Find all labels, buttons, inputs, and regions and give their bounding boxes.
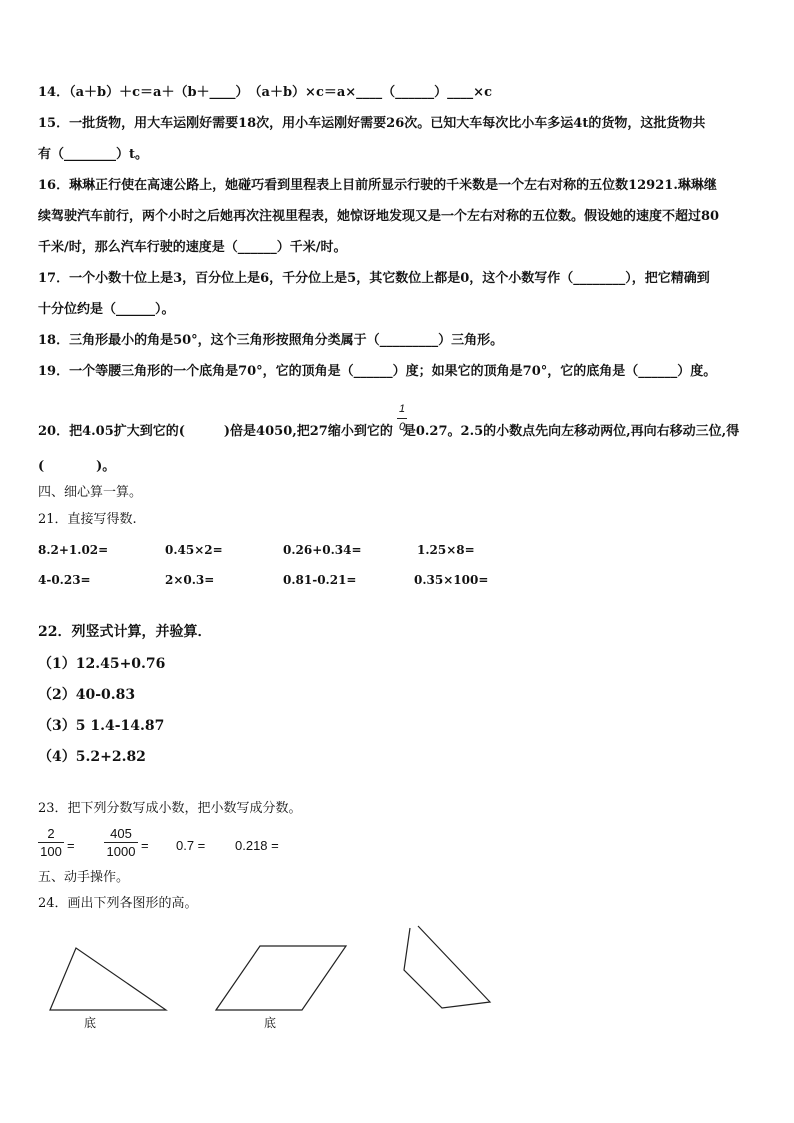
question-23-title: 23．把下列分数写成小数，把小数写成分数。: [38, 801, 302, 816]
fraction-denominator: 1000: [106, 844, 136, 859]
question-17-line-2: 十分位约是（______）。: [38, 302, 175, 317]
base-label: 底: [264, 1016, 277, 1030]
calc-cell: 2×0.3=: [165, 573, 215, 587]
calc-cell: 4-0.23=: [38, 573, 91, 587]
fraction-denominator: 100: [40, 844, 62, 859]
parallelogram-shape: [216, 946, 346, 1010]
question-21-title: 21．直接写得数.: [38, 512, 137, 527]
question-20-part-1: 20．把4.05扩大到它的( )倍是4050,把27缩小到它的: [38, 424, 393, 439]
decimal-0-218: 0.218 =: [235, 838, 279, 853]
trapezoid-shape: [404, 926, 490, 1008]
fraction-numerator: 405: [110, 826, 132, 841]
calc-cell: 0.45×2=: [165, 543, 223, 557]
question-20-part-2: 是0.27。2.5的小数点先向左移动两位,再向右移动三位,得: [402, 424, 740, 439]
calc-cell: 8.2+1.02=: [38, 543, 109, 557]
vertical-calc-item: （2）40-0.83: [38, 687, 136, 703]
question-19: 19．一个等腰三角形的一个底角是70°，它的顶角是（______）度；如果它的顶角是70°，它的底角是（______）度。: [38, 364, 717, 379]
question-14: 14．（a＋b）＋c＝a＋（b＋____） （a＋b）×c＝a×____（______）____×c: [38, 85, 492, 100]
question-16-line-3: 千米/时，那么汽车行驶的速度是（______）千米/时。: [38, 240, 347, 255]
fraction-denominator: 0: [398, 421, 406, 433]
triangle-shape: [50, 948, 166, 1010]
vertical-calc-item: （1）12.45+0.76: [38, 656, 166, 672]
calc-cell: 0.35×100=: [414, 573, 489, 587]
calc-cell: 1.25×8=: [417, 543, 475, 557]
question-16-line-1: 16．琳琳正行使在高速公路上，她碰巧看到里程表上目前所显示行驶的千米数是一个左右对称的五位数12921.琳琳继: [38, 178, 717, 193]
fraction-numerator: 1: [398, 403, 406, 415]
equals-sign: =: [67, 838, 75, 853]
decimal-0-7: 0.7 =: [176, 838, 206, 853]
vertical-calc-item: （4）5.2+2.82: [38, 749, 146, 765]
question-15-line-2: 有（________）t。: [38, 147, 149, 162]
equals-sign: =: [141, 838, 149, 853]
question-17-line-1: 17．一个小数十位上是3，百分位上是6，千分位上是5，其它数位上都是0，这个小数写作（________），把它精确到: [38, 271, 710, 286]
question-15-line-1: 15．一批货物，用大车运刚好需要18次，用小车运刚好需要26次。已知大车每次比小车多运4t的货物，这批货物共: [38, 116, 706, 131]
question-22-title: 22．列竖式计算，并验算．: [38, 624, 212, 640]
calc-cell: 0.81-0.21=: [283, 573, 357, 587]
question-20-line-2: ( )。: [38, 459, 116, 474]
question-16-line-2: 续驾驶汽车前行，两个小时之后她再次注视里程表，她惊讶地发现又是一个左右对称的五位数。假设她的速度不超过80: [38, 209, 720, 224]
question-18: 18．三角形最小的角是50°，这个三角形按照角分类属于（_________）三角形。: [38, 333, 504, 348]
fraction-numerator: 2: [47, 826, 55, 841]
base-label: 底: [84, 1016, 97, 1030]
section-5-heading: 五、动手操作。: [38, 870, 130, 885]
vertical-calc-item: （3）5 1.4-14.87: [38, 718, 165, 734]
question-24-title: 24．画出下列各图形的高。: [38, 896, 198, 911]
calc-cell: 0.26+0.34=: [283, 543, 362, 557]
section-4-heading: 四、细心算一算。: [38, 485, 143, 500]
